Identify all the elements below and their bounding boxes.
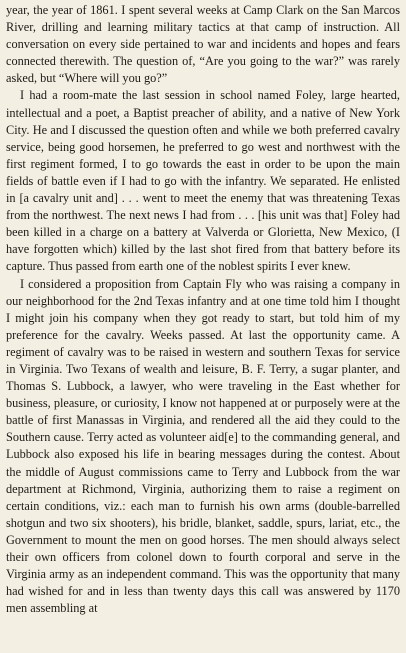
paragraph-foley: I had a room-mate the last session in school named Foley, large hearted, intellectual and a poet, a Baptist preacher of ability, and a native of New York City. He and I discussed the question often and while we both preferred cavalry service, being good horsemen, he preferred to go west and northwest with the first regiment formed, I to go towards the east in order to be upon the main fields of battle even if I had to go with the infantry. We separated. He enlisted in [a cavalry unit and] . . . went to meet the enemy that was threatening Texas from the northwest. The next news I had from . . . [his unit was that] Foley had been killed in a charge on a battery at Valverda or Glorietta, New Mexico, (I have forgotten which) killed by the last shot fired from that battery before its capture. Thus passed from earth one of the noblest spirits I ever knew.	[6, 88, 400, 274]
paragraph-terry-lubbock: I considered a proposition from Captain Fly who was raising a company in our neighborhood for the 2nd Texas infantry and at one time told him I thought I might join his company when they got ready to start, but told him of my preference for the cavalry. Weeks passed. At last the opportunity came. A regiment of cavalry was to be raised in western and southern Texas for service in Virginia. Two Texans of wealth and leisure, B. F. Terry, a sugar planter, and Thomas S. Lubbock, a lawyer, who were traveling in the East whether for business, pleasure, or curiosity, I know not happened at or purposely were at the battle of first Manassas in Virginia, and rendered all the aid they could to the Southern cause. Terry acted as volunteer aid[e] to the commanding general, and Lubbock also exposed his life in bearing messages during the contest. About the middle of August commissions came to Terry and Lubbock from the war department at Richmond, Virginia, authorizing them to raise a regiment on certain conditions, viz.: each man to furnish his own arms (double-barrelled shotgun and two six shooters), his bridle, blanket, saddle, spurs, lariat, etc., the Government to mount the men on good horses. The men should always select their own officers from colonel down to fourth corporal and serve in the Virginia army as an independent command. This was the opportunity that many had wished for and in less than twenty days this call was answered by 1170 men assembling at	[6, 276, 400, 616]
paragraph-continuation: year, the year of 1861. I spent several weeks at Camp Clark on the San Marcos River, drilling and learning military tactics at that camp of instruction. All conversation on every side pertained to war and incidents and hopes and fears connected therewith. The question of, “Are you going to the war?” was rarely asked, but “Where will you go?”	[6, 3, 400, 86]
